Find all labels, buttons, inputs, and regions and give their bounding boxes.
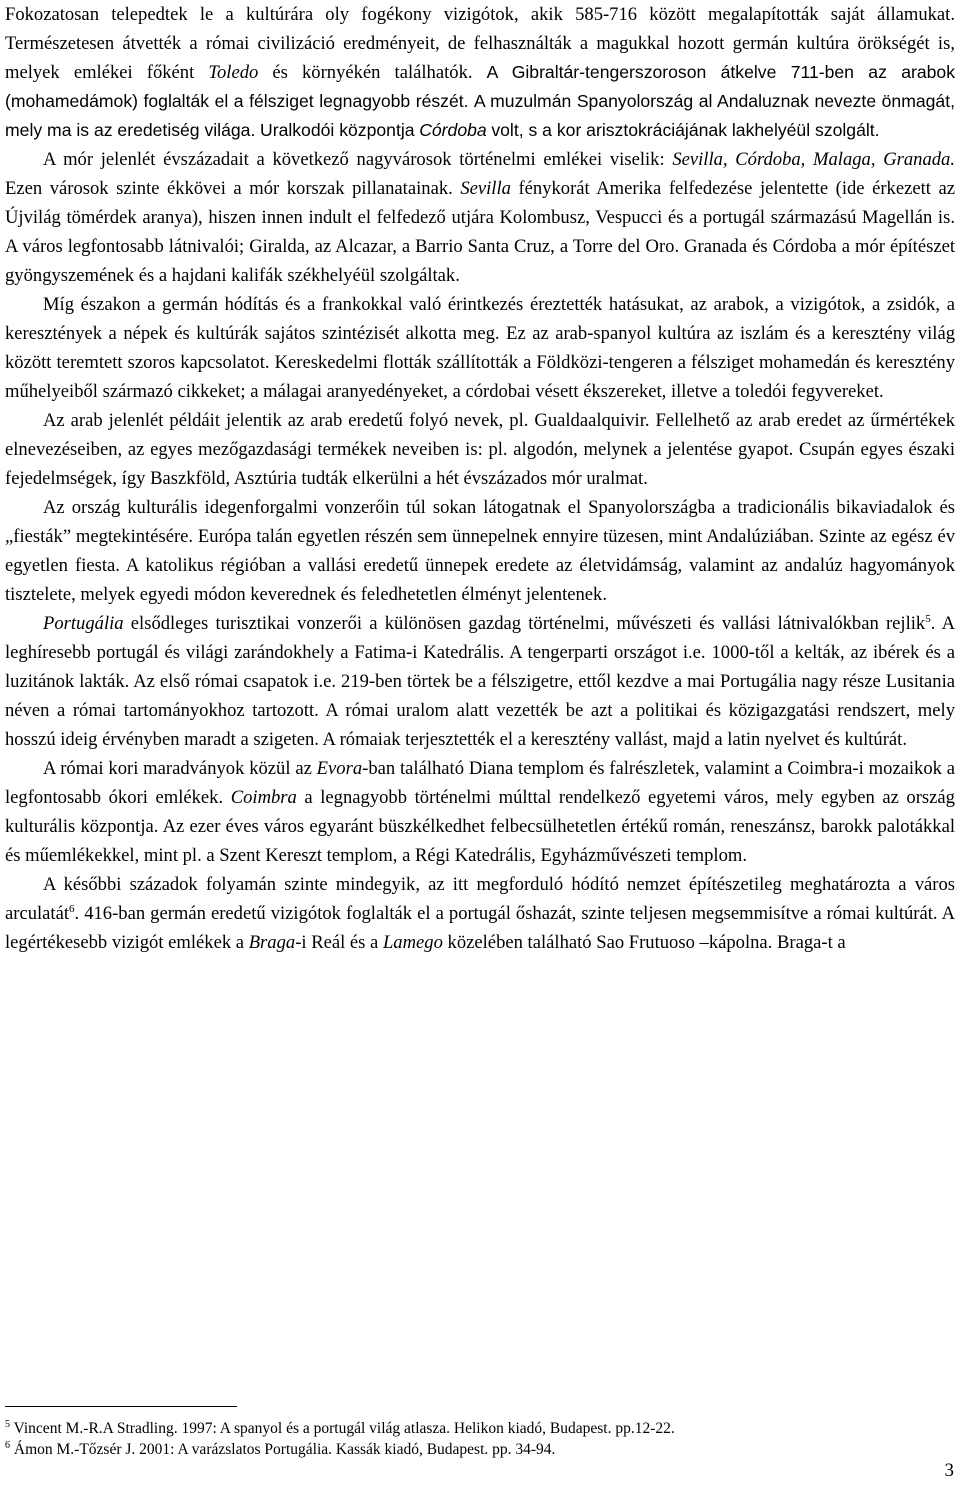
paragraph-portugalia <box>5 609 955 754</box>
paragraph-germán-hoditas: Míg északon a germán hódítás és a frankokkal való érintkezés éreztették hatásukat, az arabok, a vizigótok, a zsidók, a keresztények a népek és kultúrák sajátos szintézisét alkotta meg. Ez az arab-spanyol kultúra az iszlám és a keresztény világ között teremtett szoros kapcsolatot. Kereskedelmi flották szállították a Földközi-tengeren a félsziget mohamedán és keresztény műhelyeiből származó cikkeket; a málagai aranyedényeket, a córdobai vésett ékszereket, illetve a toledói fegyvereket. <box>5 294 955 402</box>
paragraph-mor-jelenlet <box>5 145 955 290</box>
text-segment: Uralkodói központja <box>260 120 415 140</box>
text-segment: Fokozatosan telepedtek le a kultúrára oly fogékony vizigótok, akik 585-716 között megalapították saját államukat. Természetesen átvették a római civilizáció eredményeit, de felhasználták a magukkal hozott germán kultúra örökségét is, melyek emlékei főként <box>5 4 955 83</box>
text-segment: A muzulmán Spanyolország al Andaluznak nevezte önmagát, mely ma is az eredetiség világa. <box>5 91 955 140</box>
text-segment: a legnagyobb történelmi múlttal rendelkező egyetemi város, mely egyben az ország kulturális központja. Az ezer éves város egyaránt büszkélkedhet felbecsülhetetlen értékű román, reneszánsz, barokk palotákkal és műemlékekkel, mint pl. a Szent Kereszt templom, a Régi Katedrális, Egyházművészeti templom. <box>5 787 955 866</box>
italic-place-name: Córdoba <box>419 120 487 140</box>
italic-place-name: Lamego <box>382 932 443 953</box>
text-segment: A Gibraltár-tengerszoroson átkelve 711-ben az arabok (mohamedámok) foglalták el a félsziget legnagyobb részét. <box>5 62 955 111</box>
footnote <box>5 1439 955 1460</box>
footnote-number: 5 <box>5 1419 10 1430</box>
italic-place-name: Braga <box>248 932 296 953</box>
paragraph-fiesta: Az ország kulturális idegenforgalmi vonzerőin túl sokan látogatnak el Spanyolországba a tradicionális bikaviadalok és „fiesták” megtekintésére. Európa talán egyetlen részén sem ünnepelnek ennyire tüzesen, mint Andalúziában. Szinte az egész év egyetlen fiesta. A katolikus régióban a vallási eredetű ünnepek eredete az életvidámság, valamint az andalúz hagyományok tisztelete, melyek egyedi módon keverednek és feledhetetlen élményt jelentenek. <box>5 497 955 605</box>
footnotes <box>5 1418 955 1460</box>
footnote-ref[interactable]: 6 <box>69 903 75 915</box>
italic-place-name: Evora <box>316 758 363 779</box>
text-segment: A mór jelenlét évszázadait a következő nagyvárosok történelmi emlékei viselik: <box>43 149 665 170</box>
paragraph-kesobbi-szazadok <box>5 870 955 957</box>
footnote-text: Vincent M.-R.A Stradling. 1997: A spanyol és a portugál világ atlasza. Helikon kiadó, Budapest. pp.12-22. <box>13 1420 675 1437</box>
italic-place-name: Coimbra <box>230 787 297 808</box>
text-segment: és környékén találhatók. <box>272 62 473 83</box>
text-segment: . 416-ban germán eredetű vizigótok foglalták el a portugál őshazát, szinte teljesen megsemmisítve a római kultúrát. A legértékesebb vizigót emlékek a <box>5 903 955 953</box>
italic-place-name: Sevilla, Córdoba, Malaga, Granada. <box>672 149 955 170</box>
paragraph-vizigotok <box>5 0 955 145</box>
text-segment: volt, s a kor arisztokráciájának lakhelyéül szolgált. <box>491 120 880 140</box>
text-segment: fénykorát Amerika felfedezése jelentette (ide érkezett az Újvilág tömérdek aranya), hiszen innen indult el felfedező utjára Kolombusz, Vespucci és a portugál származású Magellán is. A város legfontosabb látnivalói; Giralda, az Alcazar, a Barrio Santa Cruz, a Torre del Oro. Granada és Córdoba a mór építészet gyöngyszemének és a hajdani kalifák székhelyéül szolgáltak. <box>5 178 955 286</box>
footnote-ref[interactable]: 5 <box>925 613 931 625</box>
page-number: 3 <box>944 1460 954 1481</box>
footnote-divider <box>5 1406 237 1407</box>
text-segment: -i Reál és a <box>295 932 379 953</box>
italic-place-name: Portugália <box>43 613 124 634</box>
paragraph-arab-jelenlet: Az arab jelenlét példáit jelentik az arab eredetű folyó nevek, pl. Gualdaalquivir. Fellelhető az arab eredet az űrmértékek elnevezéseiben, az egyes mezőgazdasági termékek neveiben is: pl. algodón, melynek a jelentése gyapot. Csupán egyes északi fejedelmségek, így Baszkföld, Asztúria tudták elkerülni a hét évszázados mór uralmat. <box>5 410 955 489</box>
text-segment: A római kori maradványok közül az <box>43 758 312 779</box>
text-segment: . A leghíresebb portugál és világi zarándokhely a Fatima-i Katedrális. A tengerparti országot i.e. 1000-től a kelták, az ibérek és a luzitánok lakták. Az első római csapatok i.e. 219-ben törtek be a félszigetre, ettől kezdve a mai Portugália nagy része Lusitania néven a római tartományokhoz tartozott. A római uralom alatt vezették be azt a politikai és közigazgatási rendszert, mely hosszú ideig érvényben maradt a szigeten. A rómaiak terjesztették el a keresztény vallást, majd a latin nyelvet és kultúrát. <box>5 613 955 750</box>
document-page <box>5 0 955 957</box>
italic-place-name: Toledo <box>208 62 259 83</box>
text-segment: Ezen városok szinte ékkövei a mór korszak pillanatainak. <box>5 178 453 199</box>
footnote-number: 6 <box>5 1440 10 1451</box>
text-segment: A későbbi századok folyamán szinte mindegyik, az itt megforduló hódító nemzet építészetileg meghatározta a város arculatát <box>5 874 955 924</box>
footnote <box>5 1418 955 1439</box>
text-segment: -ban található Diana templom és falrészletek, valamint a Coimbra-i mozaikok a legfontosabb ókori emlékek. <box>5 758 956 808</box>
italic-place-name: Sevilla <box>460 178 511 199</box>
footnote-text: Ámon M.-Tőzsér J. 2001: A varázslatos Portugália. Kassák kiadó, Budapest. pp. 34-94. <box>13 1441 556 1458</box>
text-segment: elsődleges turisztikai vonzerői a különösen gazdag történelmi, művészeti és vallási látnivalókban rejlik <box>130 613 926 634</box>
paragraph-romai-maradvanyok <box>5 754 955 870</box>
text-segment: közelében található Sao Frutuoso –kápolna. Braga-t a <box>447 932 846 953</box>
